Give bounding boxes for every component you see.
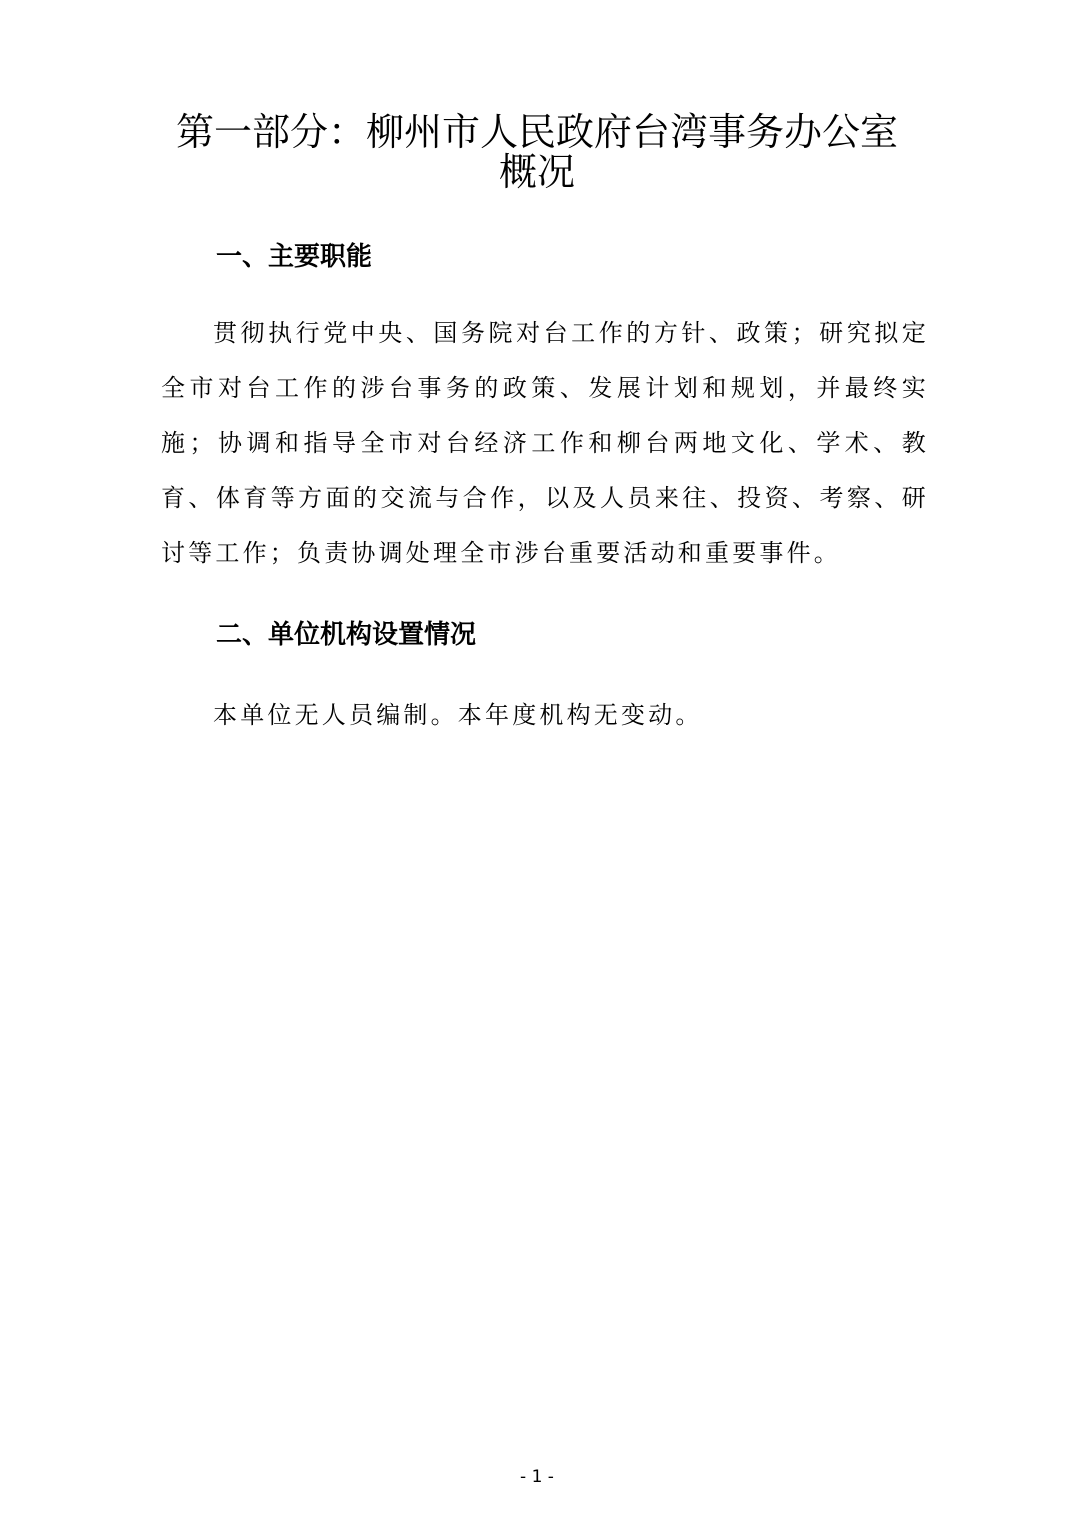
document-title-line2: 概况	[498, 150, 575, 194]
section-heading-main-functions: 一、主要职能	[216, 242, 373, 272]
section-paragraph-organization: 本单位无人员编制。本年度机构无变动。	[213, 701, 703, 729]
section-heading-organization: 二、单位机构设置情况	[216, 620, 477, 650]
document-title-line1: 第一部分：柳州市人民政府台湾事务办公室	[175, 110, 898, 154]
section-paragraph-main-functions: 贯彻执行党中央、国务院对台工作的方针、政策；研究拟定全市对台工作的涉台事务的政策、发展计划和规划，并最终实施；协调和指导全市对台经济工作和柳台两地文化、学术、教育、体育等方面的交流与合作，以及人员来往、投资、考察、研讨等工作；负责协调处理全市涉台重要活动和重要事件。	[161, 319, 929, 567]
page-number: - 1 -	[520, 1467, 554, 1487]
